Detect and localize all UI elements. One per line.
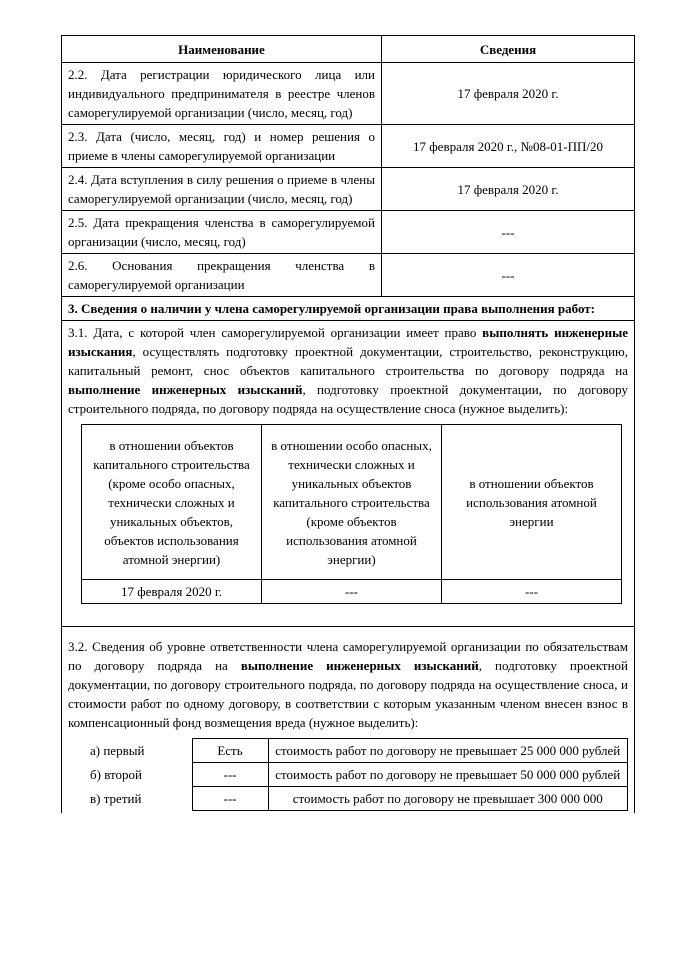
row-value: --- [382, 254, 635, 297]
level-desc: стоимость работ по договору не превышает 50 000 000 рублей [268, 763, 628, 787]
row-name: 2.5. Дата прекращения членства в саморегулируемой организации (число, месяц, год) [62, 211, 382, 254]
p31-text-1: 3.1. Дата, с которой член саморегулируемой организации имеет право [68, 325, 483, 340]
section-heading-row [62, 297, 635, 321]
row-value: --- [382, 211, 635, 254]
inner-value: --- [262, 580, 442, 604]
p32-text-1: 3.2. Сведения об уровне ответственности члена саморегулируемой организации по обязательствам по договору подряда на [68, 639, 628, 673]
header-name: Наименование [62, 36, 382, 63]
table-header-row [62, 36, 635, 63]
row-value: 17 февраля 2020 г. [382, 168, 635, 211]
rights-date-table [81, 424, 622, 604]
level-mark: Есть [192, 739, 268, 763]
section3-heading: 3. Сведения о наличии у члена саморегулируемой организации права выполнения работ: [62, 297, 635, 321]
row-name: 2.6. Основания прекращения членства в саморегулируемой организации [62, 254, 382, 297]
p31-bold-1: выполнять инженерные изыскания [68, 325, 628, 359]
section-3-1-cell [62, 321, 635, 627]
level-desc: стоимость работ по договору не превышает 300 000 000 [268, 787, 628, 811]
row-value: 17 февраля 2020 г., №08-01-ПП/20 [382, 125, 635, 168]
paragraph-3-2 [68, 629, 628, 732]
table-row [62, 125, 635, 168]
level-mark: --- [192, 763, 268, 787]
p31-text-2: , осуществлять подготовку проектной документации, строительство, реконструкцию, капитальный ремонт, снос объектов капитального строительства по договору подряда на [68, 344, 628, 378]
inner-value-row [82, 580, 622, 604]
inner-header: в отношении особо опасных, технически сложных и уникальных объектов капитального строительства (кроме объектов использования атомной энергии) [262, 425, 442, 580]
p32-text-2: , подготовку проектной документации, по договору строительного подряда, по договору подряда на осуществление сноса, и стоимости работ по одному договору, в соответствии с которым указанным членом внесен взнос в компенсационный фонд возмещения вреда (нужное выделить): [68, 658, 628, 730]
inner-header-row [82, 425, 622, 580]
level-label: б) второй [90, 766, 142, 782]
inner-value: --- [442, 580, 622, 604]
section-3-1-row [62, 321, 635, 627]
registry-table [61, 35, 635, 813]
p31-bold-2: выполнение инженерных изысканий [68, 382, 303, 397]
level-label: а) первый [90, 742, 145, 758]
table-row [62, 254, 635, 297]
row-name: 2.3. Дата (число, месяц, год) и номер решения о приеме в члены саморегулируемой организации [62, 125, 382, 168]
header-info: Сведения [382, 36, 635, 63]
p32-bold-1: выполнение инженерных изысканий [240, 658, 479, 673]
section-3-2-row [62, 627, 635, 814]
level-label: в) третий [90, 790, 142, 806]
table-row [62, 63, 635, 125]
row-value: 17 февраля 2020 г. [382, 63, 635, 125]
table-row [62, 211, 635, 254]
level-row [80, 763, 628, 787]
table-row [62, 168, 635, 211]
inner-header: в отношении объектов капитального строительства (кроме особо опасных, технически сложных и уникальных объектов, объектов использования атомной энергии) [82, 425, 262, 580]
p31-text-3: , подготовку проектной документации, по договору строительного подряда, по договору подряда на осуществление сноса (нужное выделить): [68, 382, 629, 416]
row-name: 2.2. Дата регистрации юридического лица или индивидуального предпринимателя в реестре членов саморегулируемой организации (число, месяц, год) [62, 63, 382, 125]
inner-header: в отношении объектов использования атомной энергии [442, 425, 622, 580]
paragraph-3-1 [68, 323, 628, 418]
level-desc: стоимость работ по договору не превышает 25 000 000 рублей [268, 739, 628, 763]
row-name: 2.4. Дата вступления в силу решения о приеме в члены саморегулируемой организации (число, месяц, год) [62, 168, 382, 211]
level-row [80, 787, 628, 811]
level-mark: --- [192, 787, 268, 811]
section-3-2-cell [62, 627, 635, 814]
level-row [80, 739, 628, 763]
responsibility-levels-table [80, 738, 628, 811]
inner-value: 17 февраля 2020 г. [82, 580, 262, 604]
